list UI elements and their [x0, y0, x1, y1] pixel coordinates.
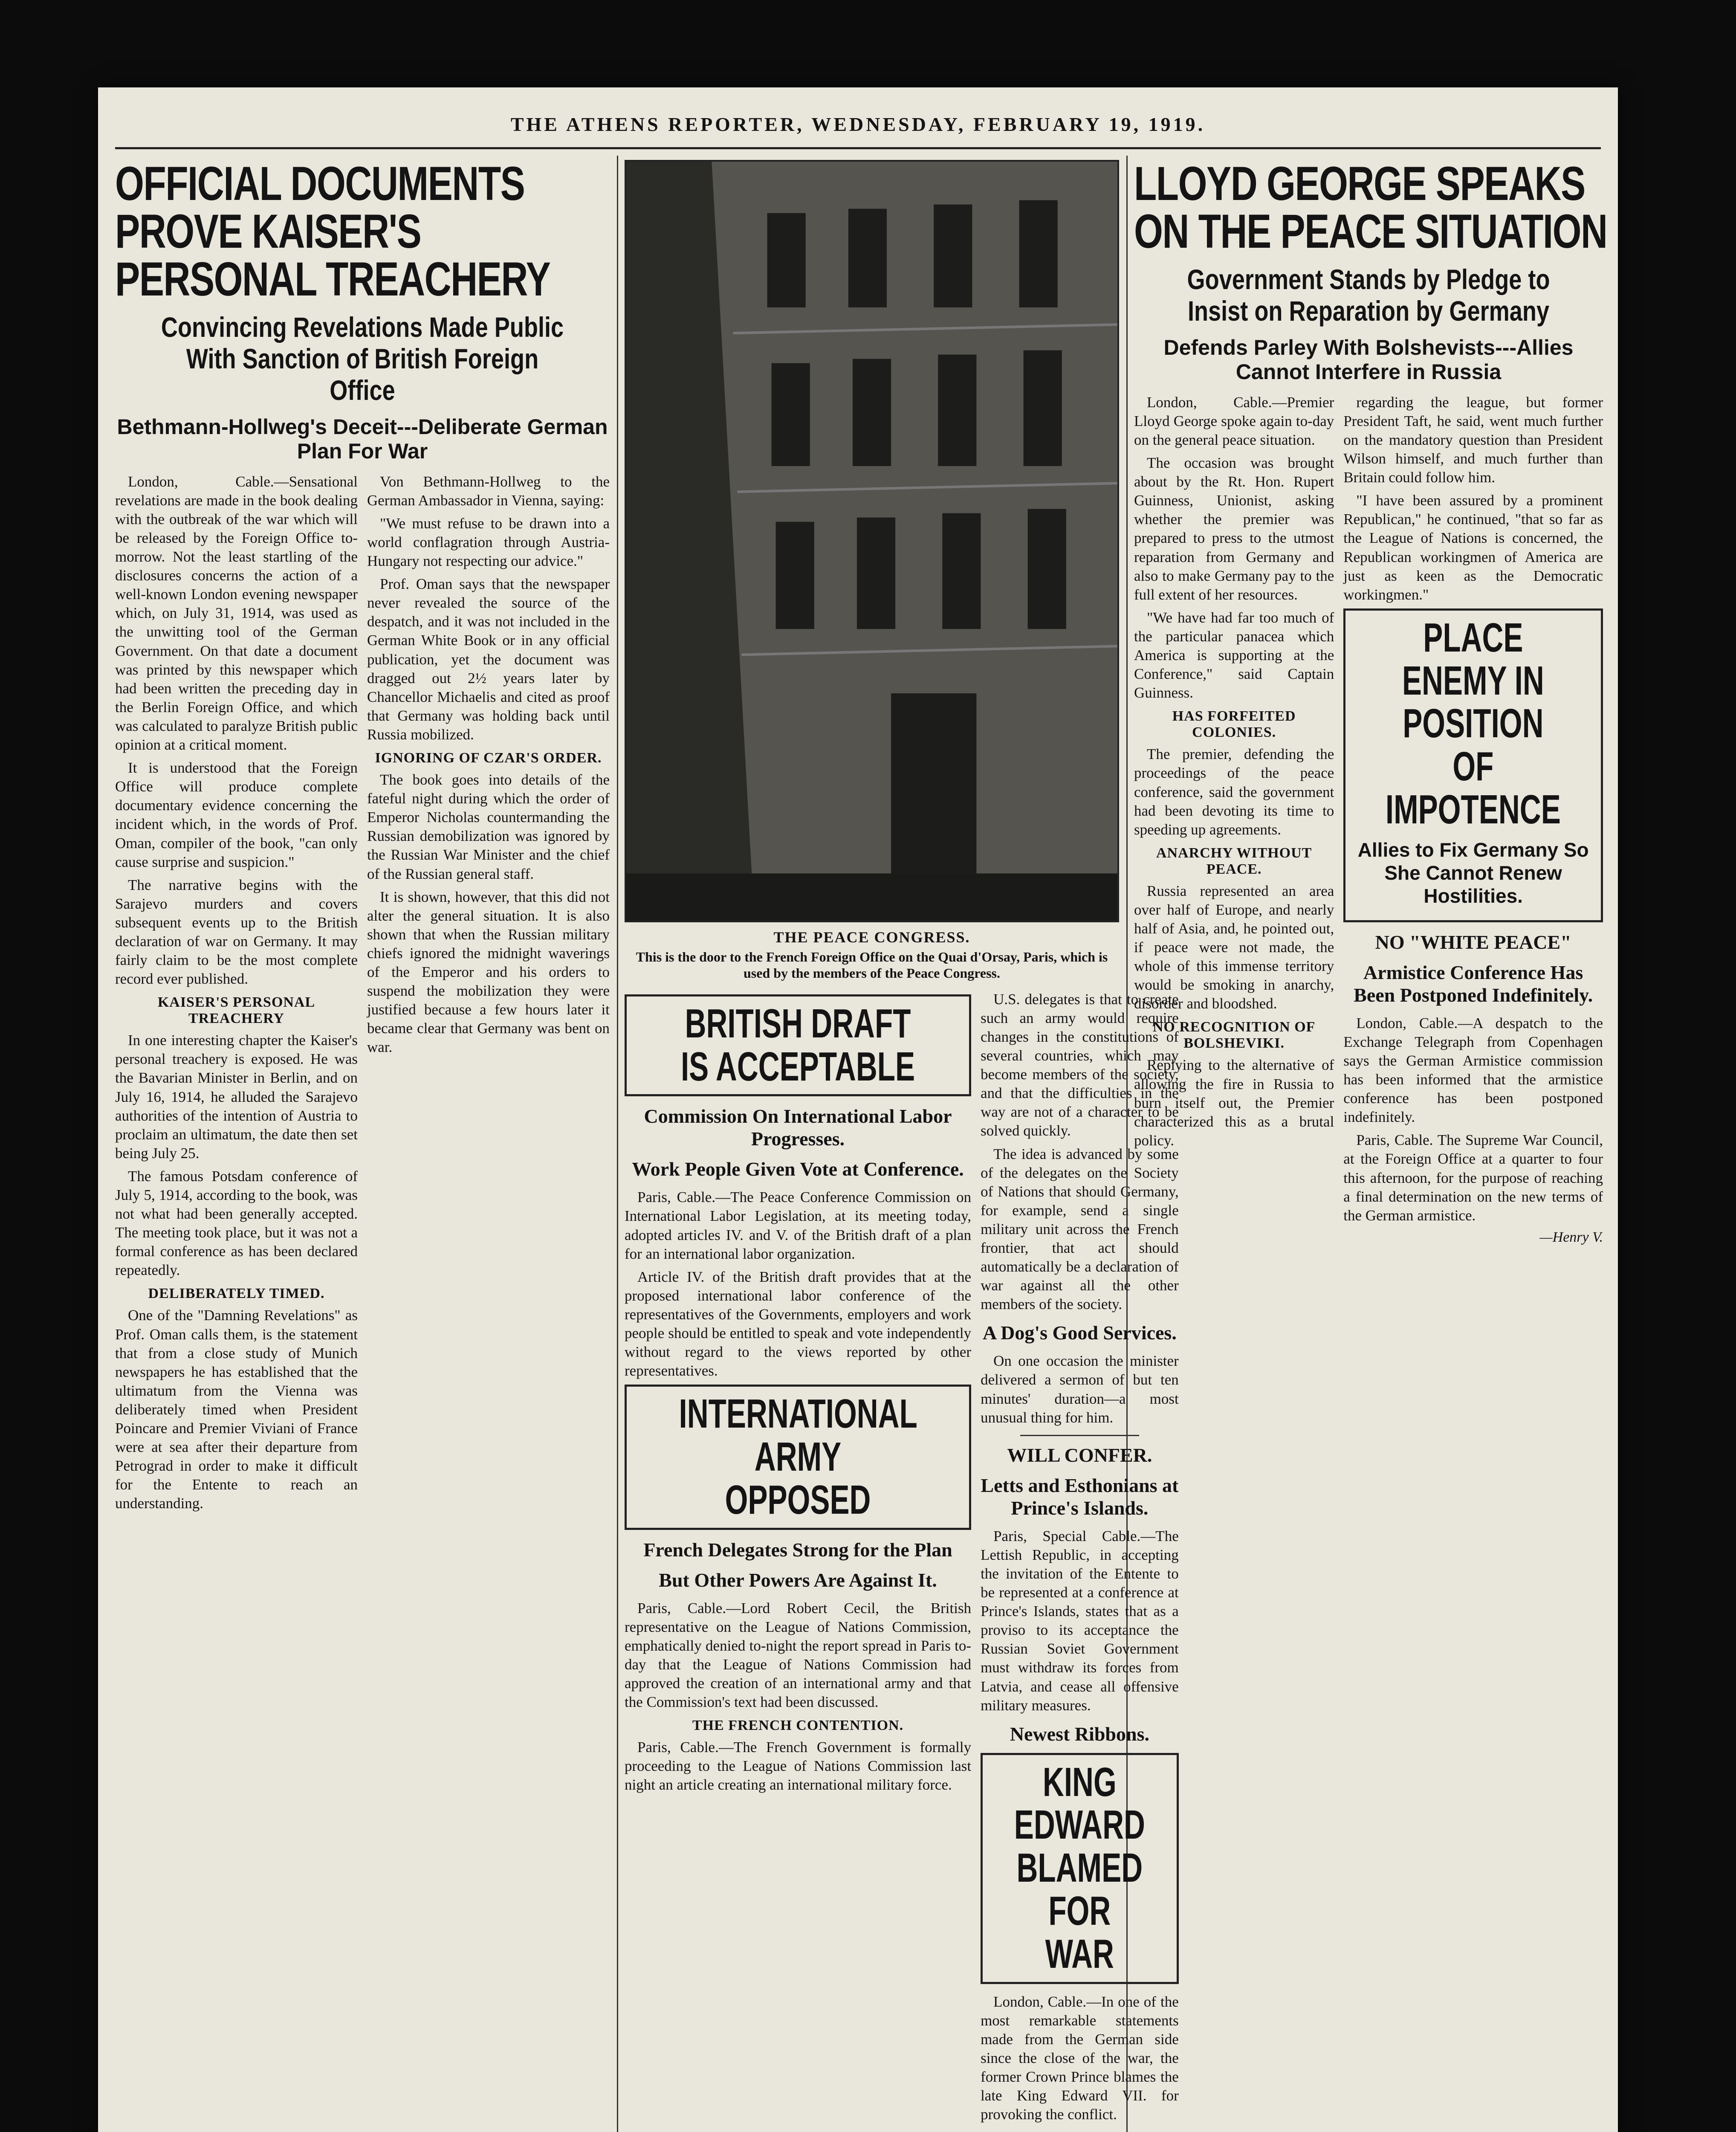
signature: —Henry V.: [1539, 1229, 1603, 1245]
deck-white-peace: NO "WHITE PEACE": [1375, 931, 1571, 953]
subhead-labor: Commission On International Labor Progresses.: [644, 1105, 952, 1150]
masthead-rule: [115, 147, 1601, 149]
paragraph: Article IV. of the British draft provides that at the proposed international labor conference of the representatives of the Governments, employers and work people should be entitled to speak and vote independently without regard to the views reported by other representatives.: [625, 1268, 972, 1379]
paragraph: "I have been assured by a prominent Republican," he continued, "that so far as the League of Nations is concerned, the Republican workingmen of America are just as keen as the Democratic workingmen.": [1343, 492, 1603, 603]
subhead-french: French Delegates Strong for the Plan: [643, 1538, 952, 1561]
deck-bolshevists: Defends Parley With Bolshevists---Allies Cannot Interfere in Russia: [1163, 335, 1574, 384]
photo-caption: This is the door to the French Foreign Office on the Quai d'Orsay, Paris, which is used by the members of the Peace Congress.: [636, 949, 1108, 981]
paragraph: On one occasion the minister delivered a sermon of but ten minutes' duration—a most unusual thing for him.: [981, 1353, 1179, 1426]
headline-will-confer: WILL CONFER.: [1007, 1444, 1152, 1466]
article-body-lloyd: [1134, 393, 1603, 1246]
deck-armistice: Armistice Conference Has Been Postponed Indefinitely.: [1354, 961, 1593, 1006]
paragraph: The book goes into details of the fateful night during which the order of Emperor Nicholas countermanding the Russian demobilization was ignored by the Russian War Minister and the chief of the Russian general staff.: [367, 771, 610, 882]
masthead: THE ATHENS REPORTER, WEDNESDAY, FEBRUARY 19, 1919.: [510, 113, 1206, 135]
paragraph: Russia represented an area over half of Europe, and nearly half of Asia, and, he pointed out, if peace were not made, the whole of this immense territory would be smoking in anarchy, disorder and bloodshed.: [1134, 882, 1334, 1012]
photo-title: THE PEACE CONGRESS.: [773, 929, 970, 946]
paragraph: The occasion was brought about by the Rt. Hon. Rupert Guinness, Unionist, asking whether the premier was prepared to press to the utmost reparation from Germany and also to make Germany pay to the full extent of her resources.: [1134, 455, 1334, 603]
paragraph: Paris, Cable.—Lord Robert Cecil, the British representative on the League of Nations Commission, emphatically denied to-night the report spread in Paris to-day that the League of Nations Commission had approved the creation of an international army and that the Commission's text had been discussed.: [625, 1599, 972, 1711]
headline-british-draft: BRITISH DRAFT IS ACCEPTABLE: [680, 1000, 915, 1089]
paragraph: London, Cable.—Premier Lloyd George spoke again to-day on the general peace situation.: [1134, 394, 1334, 448]
headline-box-british-draft: [625, 994, 971, 1097]
paragraph: Paris, Cable.—The Peace Conference Commission on International Labor Legislation, at its meeting today, adopted articles IV. and V. of the British draft of a plan for an international labor organization.: [625, 1189, 972, 1262]
paragraph: The idea is advanced by some of the delegates on the Society of Nations that should Germany, for example, send a single military unit across the French frontier, that act should automatically be a declaration of war against all the other members of the society.: [981, 1145, 1179, 1313]
center-articles: [625, 990, 1179, 2129]
subhead-letts: Letts and Esthonians at Prince's Islands.: [981, 1474, 1179, 1519]
headline-lloyd-george: LLOYD GEORGE SPEAKS ON THE PEACE SITUATION: [1134, 157, 1607, 258]
section-head: THE FRENCH CONTENTION.: [692, 1718, 904, 1734]
paragraph: London, Cable.—A despatch to the Exchange Telegraph from Copenhagen says the German Armistice commission has been informed that the armistice conference has been postponed indefinitely.: [1343, 1014, 1603, 1126]
section-head: KAISER'S PERSONAL TREACHERY: [157, 994, 315, 1027]
section-head: NO RECOGNITION OF BOLSHEVIKI.: [1152, 1019, 1316, 1052]
paragraph: Replying to the alternative of allowing the fire in Russia to burn itself out, the Premier characterized this as a brutal policy.: [1134, 1057, 1334, 1149]
paragraph: "We have had far too much of the particular panacea which America is supporting at the Conference," said Captain Guinness.: [1134, 609, 1334, 701]
paragraph: It is understood that the Foreign Office will produce complete documentary evidence concerning the incident which, in the words of Prof. Oman, compiler of the book, "can only cause surprise and suspicion.": [115, 759, 358, 870]
deck-bethmann: Bethmann-Hollweg's Deceit---Deliberate German Plan For War: [117, 414, 608, 463]
subhead-reparation: Government Stands by Pledge to Insist on Reparation by Germany: [1187, 264, 1550, 327]
headline-box-army: [625, 1385, 971, 1529]
column-right: [1134, 156, 1607, 1246]
deck-vote: Work People Given Vote at Conference.: [632, 1158, 964, 1180]
building-illustration: [626, 162, 1117, 921]
divider: [1020, 1435, 1139, 1436]
paragraph: One of the "Damning Revelations" as Prof. Oman calls them, is the statement that from a close study of Munich newspapers he has established that the ultimatum from the Vienna was deliberately timed when President Poincare and Premier Viviani of France were at sea after their departure from Petrograd in order to make it difficult for the Entente to reach an understanding.: [115, 1307, 358, 1512]
section-head: ANARCHY WITHOUT PEACE.: [1156, 845, 1312, 877]
subhead-allies: Allies to Fix Germany So She Cannot Renew Hostilities.: [1357, 838, 1589, 907]
headline-box-king-edward: [981, 1753, 1179, 1984]
headline-dog-services: A Dog's Good Services.: [982, 1322, 1177, 1344]
paragraph: Paris, Cable.—The French Government is formally proceeding to the League of Nations Commission last night an article creating an international military force.: [625, 1739, 972, 1793]
column-left: [115, 156, 610, 1518]
headline-box-impotence: [1343, 608, 1603, 922]
paragraph: London, Cable.—In one of the most remarkable statements made from the German side since the close of the war, the former Crown Prince blames the late King Edward VII. for provoking the conflict.: [981, 1993, 1179, 2123]
paragraph: It is shown, however, that this did not alter the general situation. It is also shown that when the Russian military chiefs ignored the midnight waverings of the Emperor and his orders to suspend the mobilization they were justified because a few hours later it became clear that Germany was bent on war.: [367, 888, 610, 1056]
paragraph: Paris, Special Cable.—The Lettish Republic, in accepting the invitation of the Entente to be represented at a conference at Prince's Islands, states that as a proviso to its acceptance the Russian Soviet Government must withdraw its forces from Latvia, and cease all offensive military measures.: [981, 1527, 1179, 1714]
paragraph: Von Bethmann-Hollweg to the German Ambassador in Vienna, saying:: [367, 473, 610, 509]
paragraph: The famous Potsdam conference of July 5, 1914, according to the book, was not what had been generally accepted. The meeting took place, but it was not a formal conference as has been declared repeatedly.: [115, 1167, 358, 1279]
headline-international-army: INTERNATIONAL ARMY OPPOSED: [679, 1391, 917, 1523]
column-rule: [617, 156, 618, 2132]
headline-impotence: PLACE ENEMY IN POSITION OF IMPOTENCE: [1386, 614, 1561, 833]
paragraph: The premier, defending the proceedings of the peace conference, said the government had been devoting its time to speeding up agreements.: [1134, 746, 1334, 838]
paragraph: "We must refuse to be drawn into a world conflagration through Austria-Hungary not respecting our advice.": [367, 515, 610, 570]
paragraph: Prof. Oman says that the newspaper never revealed the source of the despatch, and it was not included in the German White Book or in any official publication, yet the document was dragged out 2½ years later by Chancellor Michaelis and cited as proof that Germany was holding back until Russia mobilized.: [367, 576, 610, 743]
paragraph: regarding the league, but former President Taft, he said, went much further on the mandatory question than President Wilson himself, and much further than Britain could follow him.: [1343, 394, 1603, 486]
newspaper-page: [98, 87, 1618, 2132]
paragraph: The narrative begins with the Sarajevo murders and covers subsequent events up to the British declaration of war on Germany. It may fairly claim to be the most complete record ever published.: [115, 876, 358, 988]
deck-powers: But Other Powers Are Against It.: [659, 1569, 937, 1591]
peace-congress-photo: [625, 160, 1119, 922]
section-head: HAS FORFEITED COLONIES.: [1172, 708, 1296, 741]
paragraph: In one interesting chapter the Kaiser's personal treachery is exposed. He was the Bavarian Minister in Berlin, and on July 16, 1914, he alluded the Sarajevo authorities of the intention of Austria to proclaim an ultimatum, the date then set being July 25.: [115, 1032, 358, 1162]
paragraph: Paris, Cable. The Supreme War Council, at the Foreign Office at a quarter to four this afternoon, for the purpose of reaching a final determination on the new terms of the German armistice.: [1343, 1132, 1603, 1224]
article-body-kaiser: [115, 472, 610, 1518]
headline-king-edward: KING EDWARD BLAMED FOR WAR: [1014, 1759, 1146, 1977]
headline-kaiser: OFFICIAL DOCUMENTS PROVE KAISER'S PERSONAL TREACHERY: [115, 157, 550, 306]
headline-ribbons: Newest Ribbons.: [1010, 1723, 1149, 1745]
subhead-revelations: Convincing Revelations Made Public With Sanction of British Foreign Office: [161, 311, 564, 406]
column-center: [625, 156, 1179, 2128]
section-head: IGNORING OF CZAR'S ORDER.: [375, 750, 602, 766]
paragraph: U.S. delegates is that to create such an army would require changes in the constitutions of several countries, which may become members of the society, and that the difficulties in the way are not of a character to be solved quickly.: [981, 991, 1179, 1139]
section-head: DELIBERATELY TIMED.: [148, 1286, 325, 1302]
paragraph: London, Cable.—Sensational revelations are made in the book dealing with the outbreak of the war which will be released by the Foreign Office to-morrow. Not the least startling of the disclosures concerns the action of a well-known London evening newspaper which, on July 31, 1914, was used as the unwitting tool of the German Government. On that date a document was printed by this newspaper which had been written the preceding day in the Berlin Foreign Office, and which was calculated to paralyze British public opinion at a critical moment.: [115, 473, 358, 753]
